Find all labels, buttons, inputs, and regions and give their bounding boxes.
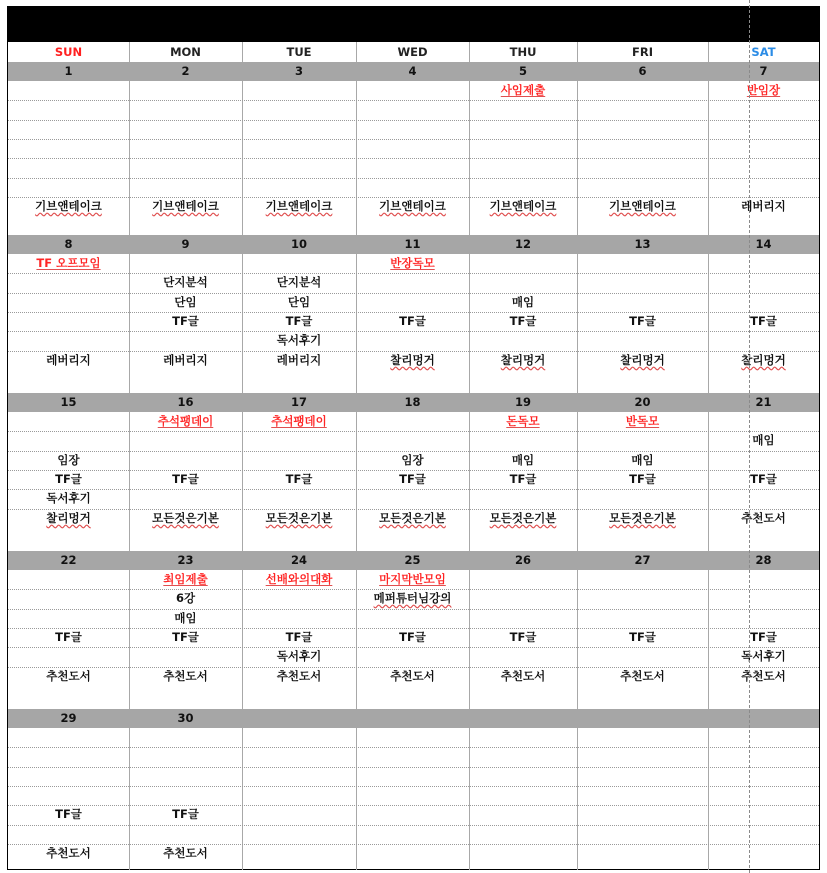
calendar-event[interactable]: 모든것은기본	[489, 511, 557, 525]
calendar-event[interactable]: 추석팽데이	[157, 414, 214, 428]
weekday-tue: TUE	[286, 45, 312, 59]
calendar-event[interactable]: 매임	[752, 433, 775, 447]
calendar-event[interactable]: TF글	[55, 630, 82, 644]
calendar-event[interactable]: 기브앤테이크	[489, 199, 557, 213]
calendar-event[interactable]: TF글	[629, 630, 656, 644]
calendar-event[interactable]: 추천도서	[46, 669, 91, 683]
calendar-event[interactable]: 마지막반모임	[379, 572, 446, 586]
calendar-event[interactable]: 단임	[174, 295, 197, 309]
calendar-event[interactable]: 찰리멍거	[741, 353, 786, 367]
calendar-event[interactable]: 매임	[511, 453, 535, 467]
calendar-event[interactable]: 반독모	[625, 414, 660, 428]
date-number: 18	[404, 395, 421, 409]
date-number	[469, 709, 577, 728]
column-divider	[708, 42, 709, 870]
date-number: 17	[290, 395, 307, 409]
date-number: 28	[755, 553, 772, 567]
calendar-event[interactable]: TF글	[750, 472, 777, 486]
date-number: 7	[759, 64, 768, 78]
calendar-event[interactable]: TF글	[509, 472, 537, 486]
calendar-event[interactable]: 기브앤테이크	[35, 199, 102, 213]
date-number: 1	[64, 64, 73, 78]
column-divider	[129, 42, 130, 870]
calendar-event[interactable]: 독서후기	[276, 333, 322, 347]
calendar-event[interactable]: 추천도서	[741, 669, 786, 683]
calendar-event[interactable]: 레버리지	[163, 353, 208, 367]
date-number	[356, 709, 469, 728]
row-separator	[8, 767, 819, 768]
date-number: 12	[514, 237, 531, 251]
date-number: 15	[60, 395, 77, 409]
calendar-event[interactable]: 매임	[511, 295, 535, 309]
calendar-event[interactable]: 추천도서	[163, 669, 208, 683]
calendar-event[interactable]: TF글	[399, 630, 426, 644]
row-separator	[8, 786, 819, 787]
calendar-event[interactable]: 추천도서	[276, 669, 322, 683]
calendar-event[interactable]: 메퍼튜터님강의	[373, 591, 452, 605]
calendar-event[interactable]: 기브앤테이크	[379, 199, 446, 213]
date-number: 10	[290, 237, 307, 251]
row-separator	[8, 100, 819, 101]
row-separator	[8, 158, 819, 159]
row-separator	[8, 120, 819, 121]
calendar-event[interactable]: TF 오프모임	[36, 256, 101, 270]
weekday-sun: SUN	[54, 45, 83, 59]
date-number: 29	[60, 711, 77, 725]
calendar-event[interactable]: 모든것은기본	[152, 511, 219, 525]
weekday-thu: THU	[509, 45, 537, 59]
calendar-event[interactable]: 매임	[631, 453, 654, 467]
date-number	[577, 709, 708, 728]
column-divider	[242, 42, 243, 870]
calendar-event[interactable]: TF글	[55, 807, 82, 821]
date-number: 23	[177, 553, 194, 567]
calendar-event[interactable]: TF글	[55, 472, 82, 486]
calendar-event[interactable]: TF글	[172, 314, 199, 328]
calendar-event[interactable]: 레버리지	[46, 353, 91, 367]
date-number: 6	[638, 64, 647, 78]
date-number: 4	[408, 64, 417, 78]
calendar-event[interactable]: 독서후기	[276, 649, 322, 663]
date-number: 5	[518, 64, 527, 78]
calendar-event[interactable]: 반장독모	[390, 256, 435, 270]
date-number: 3	[294, 64, 303, 78]
calendar-event[interactable]: TF글	[509, 630, 537, 644]
weekday-sat: SAT	[751, 45, 776, 59]
date-number: 2	[181, 64, 190, 78]
calendar-event[interactable]: TF글	[399, 472, 426, 486]
date-number: 22	[60, 553, 77, 567]
calendar-event[interactable]: 추천도서	[390, 669, 435, 683]
row-separator	[8, 489, 819, 490]
date-number: 20	[634, 395, 651, 409]
calendar-event[interactable]: 레버리지	[276, 353, 322, 367]
date-number: 30	[177, 711, 194, 725]
calendar-event[interactable]: 임장	[57, 453, 80, 467]
calendar	[7, 6, 820, 870]
calendar-event[interactable]: TF글	[509, 314, 537, 328]
calendar-event[interactable]: 단지분석	[276, 275, 322, 289]
weekday-wed: WED	[397, 45, 428, 59]
calendar-event[interactable]: 모든것은기본	[609, 511, 676, 525]
calendar-event[interactable]: 모든것은기본	[265, 511, 333, 525]
calendar-event[interactable]: 선배와의대화	[265, 572, 333, 586]
calendar-event[interactable]: 단임	[287, 295, 311, 309]
calendar-event[interactable]: TF글	[750, 314, 777, 328]
date-number: 19	[514, 395, 531, 409]
calendar-event[interactable]: TF글	[750, 630, 777, 644]
calendar-event[interactable]: 추천도서	[500, 669, 546, 683]
date-number: 25	[404, 553, 421, 567]
calendar-title-bar	[8, 7, 819, 42]
calendar-event[interactable]: TF글	[629, 472, 656, 486]
calendar-event[interactable]: TF글	[629, 314, 656, 328]
weekday-fri: FRI	[632, 45, 653, 59]
calendar-event[interactable]: 찰리멍거	[620, 353, 665, 367]
date-number: 8	[64, 237, 73, 251]
calendar-event[interactable]: TF글	[285, 472, 313, 486]
row-separator	[8, 647, 819, 648]
calendar-event[interactable]: 사임제출	[500, 83, 546, 97]
calendar-event[interactable]: 독서후기	[741, 649, 786, 663]
calendar-event[interactable]: 찰리멍거	[500, 353, 546, 367]
calendar-event[interactable]: 기브앤테이크	[609, 199, 676, 213]
page-break-guide	[749, 0, 750, 873]
calendar-event[interactable]: 반임장	[746, 83, 781, 97]
calendar-event[interactable]: 최임제출	[163, 572, 208, 586]
calendar-event[interactable]: TF글	[285, 314, 313, 328]
calendar-event[interactable]: 찰리멍거	[46, 511, 91, 525]
date-number: 21	[755, 395, 772, 409]
calendar-event[interactable]: 찰리멍거	[390, 353, 435, 367]
date-number: 14	[755, 237, 772, 251]
date-number: 24	[290, 553, 307, 567]
date-number: 27	[634, 553, 651, 567]
calendar-event[interactable]: TF글	[172, 630, 199, 644]
row-separator	[8, 178, 819, 179]
calendar-event[interactable]: 추천도서	[46, 846, 91, 860]
calendar-event[interactable]: 단지분석	[163, 275, 208, 289]
date-number: 16	[177, 395, 194, 409]
calendar-event[interactable]: TF글	[172, 472, 199, 486]
calendar-event[interactable]: 추석팽데이	[271, 414, 327, 428]
calendar-event[interactable]: 기브앤테이크	[152, 199, 219, 213]
row-separator	[8, 139, 819, 140]
calendar-event[interactable]: 독서후기	[46, 491, 91, 505]
calendar-event[interactable]: 매임	[174, 611, 197, 625]
weekday-mon: MON	[170, 45, 201, 59]
calendar-event[interactable]: 돈독모	[506, 414, 540, 428]
calendar-event[interactable]: TF글	[172, 807, 199, 821]
calendar-event[interactable]: 임장	[401, 453, 424, 467]
calendar-event[interactable]: 6강	[175, 591, 196, 605]
date-number	[242, 709, 356, 728]
calendar-event[interactable]: TF글	[285, 630, 313, 644]
date-number: 11	[404, 237, 421, 251]
calendar-event[interactable]: 레버리지	[741, 199, 786, 213]
row-separator	[8, 825, 819, 826]
calendar-event[interactable]: 추천도서	[620, 669, 665, 683]
date-number	[708, 709, 819, 728]
row-separator	[8, 331, 819, 332]
calendar-event[interactable]: 모든것은기본	[379, 511, 446, 525]
row-separator	[8, 747, 819, 748]
calendar-event[interactable]: 기브앤테이크	[265, 199, 333, 213]
calendar-event[interactable]: 추천도서	[741, 511, 786, 525]
date-number: 13	[634, 237, 651, 251]
row-separator	[8, 431, 819, 432]
date-number: 26	[514, 553, 531, 567]
calendar-event[interactable]: 추천도서	[163, 846, 208, 860]
date-number: 9	[181, 237, 190, 251]
calendar-event[interactable]: TF글	[399, 314, 426, 328]
